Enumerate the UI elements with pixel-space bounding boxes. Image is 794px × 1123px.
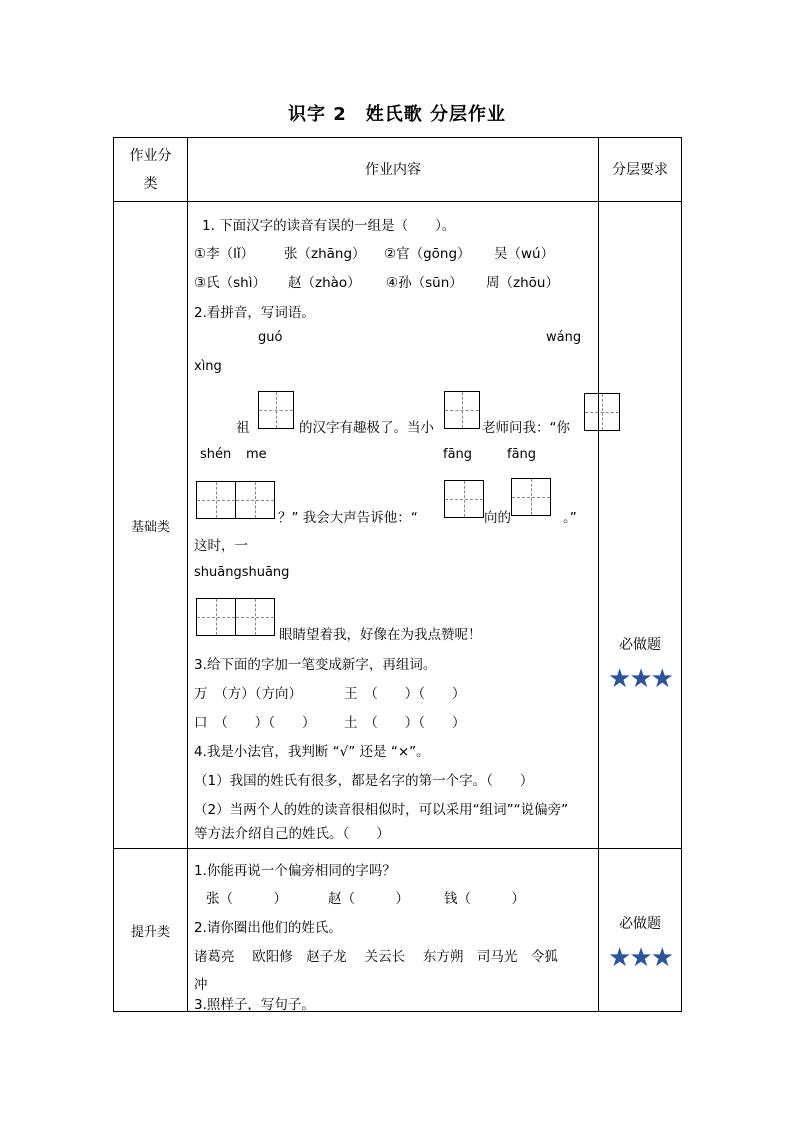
pinyin-me: me [246,447,267,462]
text-question: ？” 我会大声告诉他：“ [278,510,418,526]
writing-box [584,393,620,431]
basic-requirement [599,202,682,849]
page-title: 识字 2 姓氏歌 分层作业 [287,104,507,125]
pinyin-shen: shén [200,447,232,462]
pinyin-fang-2: fāng [507,447,537,462]
writing-box [196,481,236,519]
basic-row [114,202,682,849]
basic-q3: 3.给下面的字加一笔变成新字，再组词。 [194,657,437,673]
q1-option-d2: 周（zhōu） [486,275,559,291]
header-requirement: 分层要求 [599,138,682,202]
adv-q1-zhang: 张（ ） [206,891,287,907]
advanced-q3: 3.照样子，写句子。 [194,997,315,1013]
star-rating-icon: ★★★ [608,943,672,973]
basic-content [188,202,599,849]
basic-category: 基础类 [114,202,188,849]
writing-box [258,391,294,429]
q3-item-wan: 万 （方）（方向） [194,686,302,702]
header-category [114,138,188,202]
q1-option-a: ①李（lǐ） [194,246,255,262]
advanced-category: 提升类 [114,849,188,1012]
advanced-content [188,849,599,1012]
writing-box [196,598,236,636]
header-content: 作业内容 [188,138,599,202]
q1-option-a2: 张（zhāng） [284,246,366,262]
pinyin-guo: guó [258,330,283,345]
basic-q4: 4.我是小法官，我判断 “√” 还是 “×”。 [194,744,430,760]
header-row [114,138,682,202]
pinyin-xing: xìng [194,359,222,374]
basic-q1: 1. 下面汉字的读音有误的一组是（ ）。 [202,218,456,234]
pinyin-shuangshuang: shuāngshuāng [194,565,290,580]
pinyin-wang: wáng [546,330,582,345]
q1-option-b2: 吴（wú） [494,246,555,262]
text-end-quote: 。” [563,510,577,526]
pinyin-fang-1: fāng [443,447,473,462]
text-zheshi: 这时，一 [194,538,248,554]
advanced-q1: 1.你能再说一个偏旁相同的字吗？ [194,863,396,879]
header-category-line1: 作业分 [129,147,172,164]
q1-option-c2: 赵（zhào） [288,275,361,291]
q1-option-c: ③氏（shì） [194,275,266,291]
basic-q2: 2.看拼音，写词语。 [194,305,315,321]
text-laoshi: 老师问我：“你 [482,420,570,436]
homework-table [113,137,682,1012]
basic-requirement-label: 必做题 [619,637,661,653]
adv-names: 诸葛亮 欧阳修 赵子龙 关云长 东方朔 司马光 令狐 [194,949,558,965]
advanced-q2: 2.请你圈出他们的姓氏。 [194,920,342,936]
text-hanzi: 的汉字有趣极了。当小 [299,420,434,436]
header-category-line2: 类 [143,175,158,192]
q3-item-kou: 口 （ ）（ ） [194,715,316,731]
star-rating-icon: ★★★ [608,664,672,694]
q4-item-2-cont: 等方法介绍自己的姓氏。（ ） [194,826,390,842]
writing-box [511,478,551,516]
q3-item-wang: 王 （ ）（ ） [344,686,466,702]
adv-names-cont: 冲 [194,977,208,993]
q1-option-b: ②官（gōng） [384,246,471,262]
writing-box [235,598,275,636]
adv-q1-qian: 钱（ ） [444,891,525,907]
text-zu: 祖 [236,420,250,436]
q3-item-tu: 土 （ ）（ ） [344,715,466,731]
advanced-requirement-label: 必做题 [619,916,661,932]
writing-box [235,481,275,519]
q1-option-d: ④孙（sūn） [386,275,463,291]
q4-item-2: （2）当两个人的姓的读音很相似时，可以采用“组词”“说偏旁” [194,802,569,818]
writing-box [444,480,484,518]
advanced-row [114,849,682,1012]
text-xiang: 向的 [484,510,511,526]
adv-q1-zhao: 赵（ ） [328,891,409,907]
text-yanjing: 眼睛望着我，好像在为我点赞呢！ [279,627,482,643]
writing-box [444,391,480,429]
q4-item-1: （1）我国的姓氏有很多，都是名字的第一个字。（ ） [194,773,534,789]
advanced-requirement [599,849,682,1012]
